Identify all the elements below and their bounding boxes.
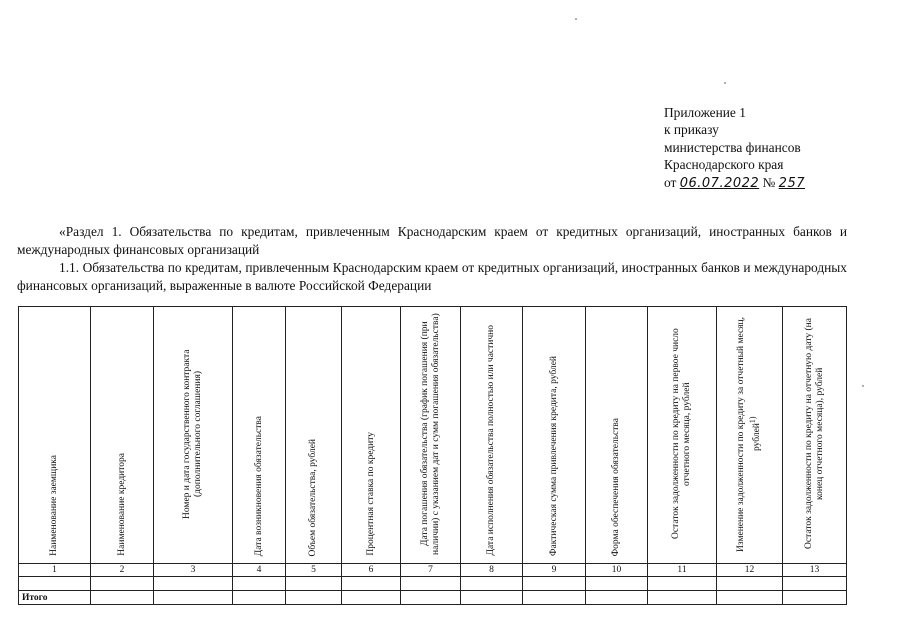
col-header-12 [717, 307, 783, 564]
col-num-12: 12 [717, 564, 783, 577]
appendix-order-line [664, 174, 805, 192]
section-subtitle: 1.1. Обязательства по кредитам, привлеченным Краснодарским краем от кредитных организаций, иностранных банков и международных финансовых организаций, выраженные в валюте Российской Федерации [17, 260, 847, 293]
col-header-1: Наименование заемщика [19, 307, 91, 564]
section-title: «Раздел 1. Обязательства по кредитам, привлеченным Краснодарским краем от кредитных организаций, иностранных банков и международных финансовых организаций [17, 224, 847, 257]
col-header-12-text: Изменение задолженности по кредиту за отчетный месяц, рублей [735, 316, 763, 552]
col-header-7: Дата погашения обязательства (график погашения (при наличии) с указанием дат и сумм погашения обязательства) [401, 307, 461, 564]
col-num-8: 8 [461, 564, 523, 577]
appendix-line-1: Приложение 1 [664, 105, 746, 120]
col-header-10: Форма обеспечения обязательства [586, 307, 648, 564]
appendix-line-2: к приказу [664, 122, 719, 138]
col-header-6: Процентная ставка по кредиту [342, 307, 401, 564]
col-num-11: 11 [648, 564, 717, 577]
col-num-10: 10 [586, 564, 648, 577]
appendix-line-4: Краснодарского края [664, 157, 784, 173]
col-header-3: Номер и дата государственного контракта (дополнительного соглашения) [154, 307, 233, 564]
col-num-6: 6 [342, 564, 401, 577]
col-num-1: 1 [19, 564, 91, 577]
col-num-7: 7 [401, 564, 461, 577]
table-row-empty [19, 577, 847, 591]
header-row [19, 307, 847, 564]
appendix-block [664, 104, 805, 192]
col-num-3: 3 [154, 564, 233, 577]
column-number-row [19, 564, 847, 577]
col-num-2: 2 [91, 564, 154, 577]
scan-speck [862, 385, 864, 387]
col-header-13: Остаток задолженности по кредиту на отчетную дату (на конец отчетного месяца), рублей [783, 307, 847, 564]
col-header-5: Объем обязательства, рублей [286, 307, 342, 564]
col-num-4: 4 [233, 564, 286, 577]
total-row [19, 591, 847, 605]
appendix-line-3: министерства финансов [664, 139, 801, 155]
order-date: 06.07.2022 [679, 175, 760, 191]
col-header-2: Наименование кредитора [91, 307, 154, 564]
total-label: Итого [19, 591, 91, 605]
scan-speck [724, 82, 726, 84]
order-number-sign: № [762, 174, 776, 190]
col-num-13: 13 [783, 564, 847, 577]
col-num-5: 5 [286, 564, 342, 577]
obligations-table [18, 306, 847, 605]
col-header-9: Фактическая сумма привлечения кредита, рублей [523, 307, 586, 564]
col-header-11: Остаток задолженности по кредиту на первое число отчетного месяца, рублей [648, 307, 717, 564]
scan-speck [575, 18, 577, 20]
order-prefix: от [664, 174, 677, 190]
col-header-4: Дата возникновения обязательства [233, 307, 286, 564]
footnote-marker: 1) [747, 416, 757, 424]
col-header-8: Дата исполнения обязательства полностью или частично [461, 307, 523, 564]
order-number: 257 [778, 175, 805, 191]
col-num-9: 9 [523, 564, 586, 577]
